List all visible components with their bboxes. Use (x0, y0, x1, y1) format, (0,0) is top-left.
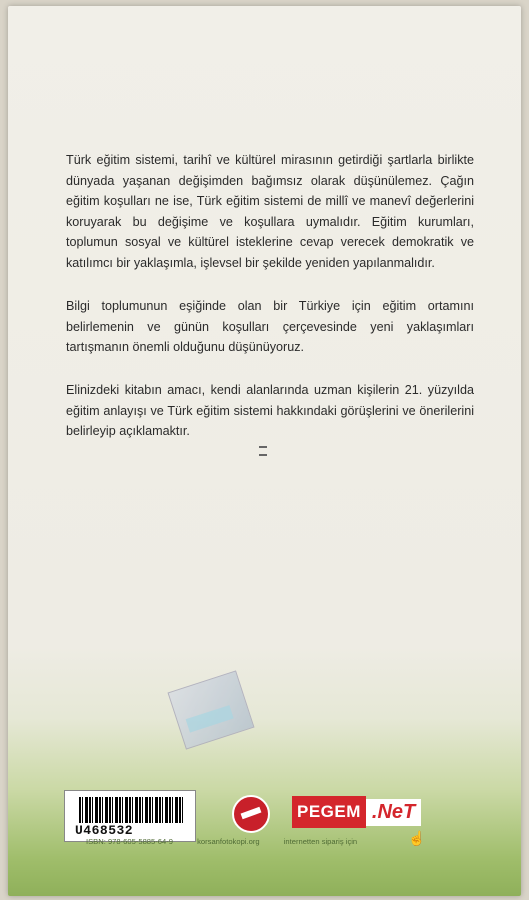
barcode-bars (79, 797, 183, 823)
barcode-number: U468532 (75, 823, 134, 838)
barcode-label (64, 790, 196, 842)
website-text: korsanfotokopi.org (197, 837, 260, 846)
hand-pointer-icon: ☝ (408, 830, 426, 846)
publisher-logo-icon (232, 795, 270, 833)
footer-info (86, 837, 456, 846)
order-note-text: internetten sipariş için (283, 837, 358, 846)
isbn-text: ISBN: 978-605-5885-64-9 (86, 837, 173, 846)
pegem-logo-main: PEGEM (292, 796, 366, 828)
ornament-icon (259, 446, 267, 456)
pegem-logo (292, 795, 421, 829)
paragraph-2: Bilgi toplumunun eşiğinde olan bir Türkiye için eğitim ortamını belirlemenin ve günün koşulları çerçevesinde yeni yaklaşımları tartışmanın önemli olduğunu düşünüyoruz. (66, 299, 474, 354)
pegem-logo-suffix: .NeT (366, 799, 421, 826)
paragraph-1: Türk eğitim sistemi, tarihî ve kültürel mirasının getirdiği şartlarla birlikte dünyada yaşanan değişimden bağımsız olarak düşünülemez. Çağın eğitim koşulları ne ise, Türk eğitim sistemi de millî ve manevî değerlerini koruyarak bu değişime ve koşullara uymalıdır. Eğitim kurumları, toplumun sosyal ve kültürel isteklerine cevap verecek demokratik ve katılımcı bir yaklaşımla, işlevsel bir şekilde yeniden yapılanmalıdır. (66, 153, 474, 270)
paragraph-3: Elinizdeki kitabın amacı, kendi alanlarında uzman kişilerin 21. yüzyılda eğitim anlayışı ve Türk eğitim sistemi hakkındaki görüşlerini ve önerilerini belirleyip açıklamaktır. (66, 383, 474, 438)
